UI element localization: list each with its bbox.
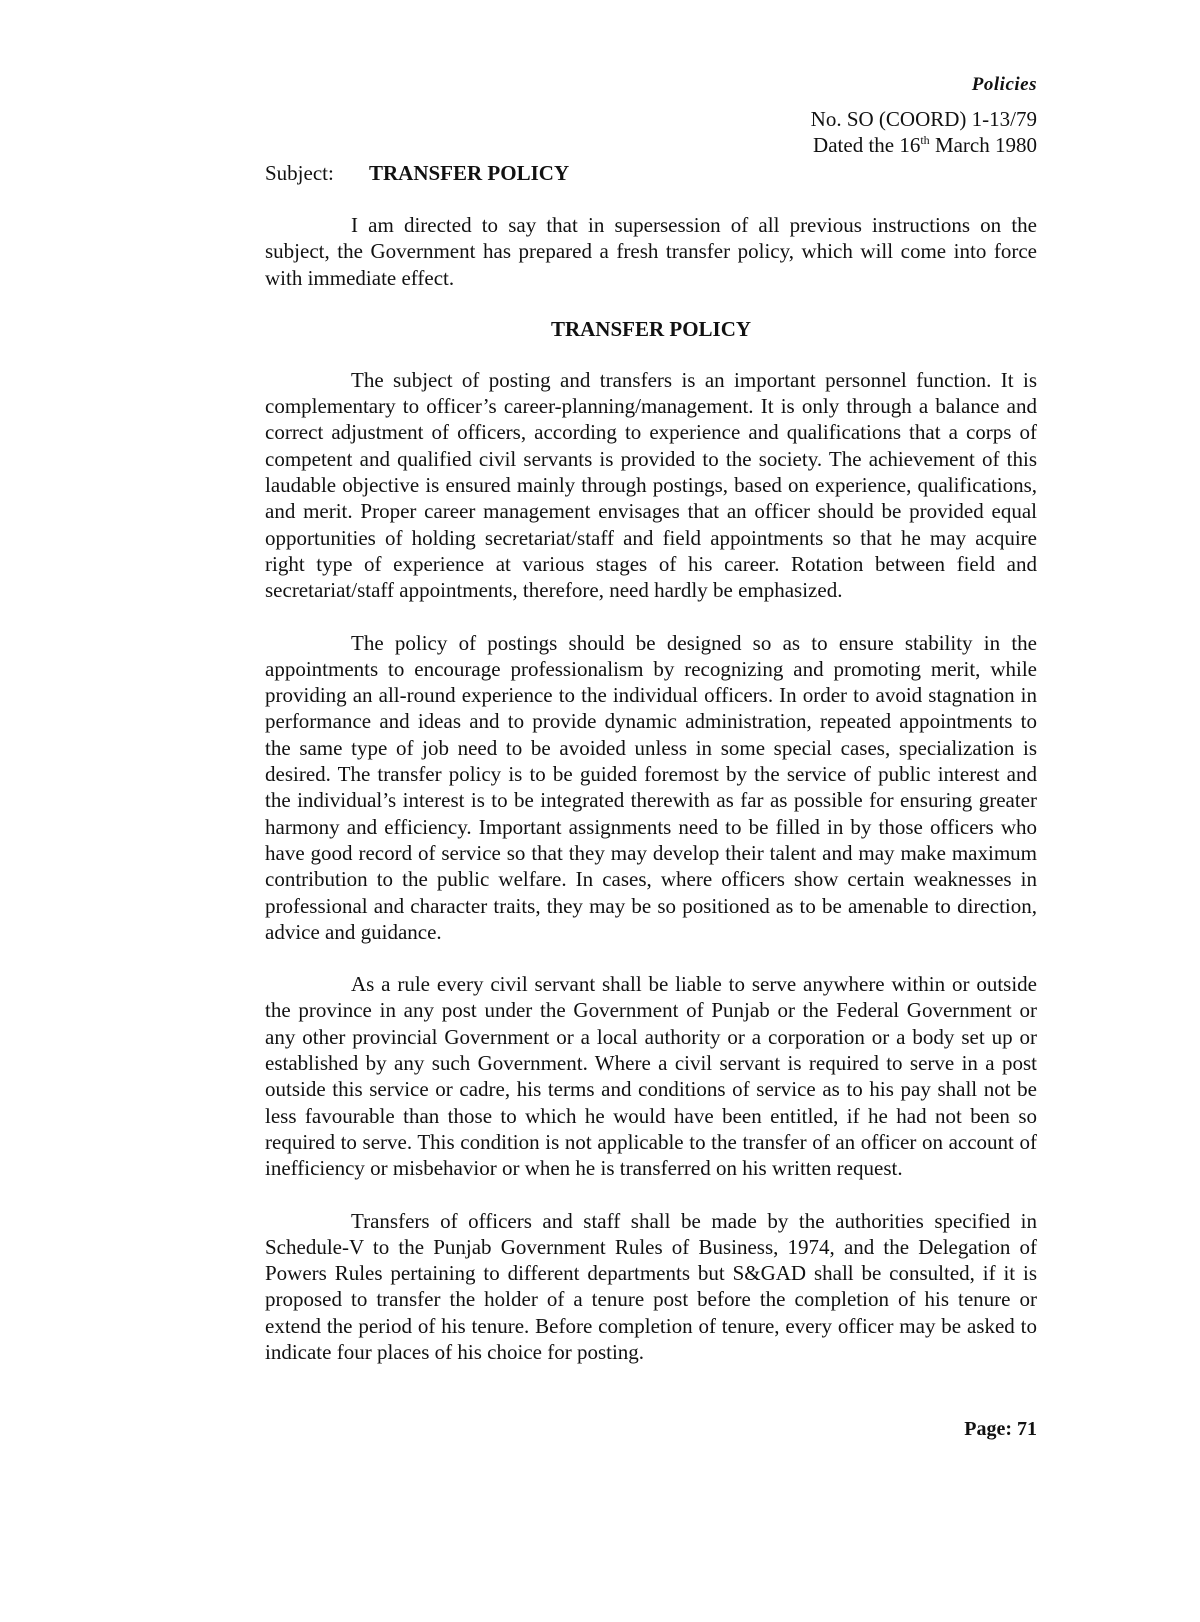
date-suffix: March 1980 — [929, 133, 1037, 157]
paragraph-2: The policy of postings should be designed so as to ensure stability in the appointments to encourage professionalism by recognizing and promoting merit, while providing an all-round experience to the individual officers. In order to avoid stagnation in performance and ideas and to provide dynamic administration, repeated appointments to the same type of job need to be avoided unless in some special cases, specialization is desired. The transfer policy is to be guided foremost by the service of public interest and the individual’s interest is to be integrated therewith as far as possible for ensuring greater harmony and efficiency. Important assignments need to be filled in by those officers who have good record of service so that they may develop their talent and may make maximum contribution to the public welfare. In cases, where officers show certain weaknesses in professional and character traits, they may be so positioned as to be amenable to direction, advice and guidance. — [265, 630, 1037, 944]
paragraph-3: As a rule every civil servant shall be liable to serve anywhere within or outside the province in any post under the Government of Punjab or the Federal Government or any other provincial Government or a local authority or a corporation or a body set up or established by any such Government. Where a civil servant is required to serve in a post outside this service or cadre, his terms and conditions of service as to his pay shall not be less favourable than those to which he would have been entitled, if he had not been so required to serve. This condition is not applicable to the transfer of an officer on account of inefficiency or misbehavior or when he is transferred on his written request. — [265, 972, 1037, 1181]
subject-line — [265, 160, 1037, 186]
subject-title: TRANSFER POLICY — [369, 161, 570, 185]
section-heading: TRANSFER POLICY — [550, 316, 752, 341]
document-body — [265, 72, 1037, 1365]
reference-block — [265, 106, 1037, 158]
subject-label: Subject: — [265, 161, 334, 185]
paragraph-4: Transfers of officers and staff shall be made by the authorities specified in Schedule-V to the Punjab Government Rules of Business, 1974, and the Delegation of Powers Rules pertaining to different departments but S&GAD shall be consulted, if it is proposed to transfer the holder of a tenure post before the completion of his tenure or extend the period of his tenure. Before completion of tenure, every officer may be asked to indicate four places of his choice for posting. — [265, 1208, 1037, 1364]
page-number: Page: 71 — [964, 1418, 1037, 1440]
date-prefix: Dated the 16 — [813, 133, 921, 157]
intro-paragraph: I am directed to say that in supersession of all previous instructions on the subject, the Government has prepared a fresh transfer policy, which will come into force with immediate effect. — [265, 213, 1037, 290]
reference-number: No. SO (COORD) 1-13/79 — [810, 107, 1037, 131]
reference-date — [265, 132, 1037, 158]
date-ordinal: th — [920, 133, 930, 147]
running-head: Policies — [971, 74, 1037, 95]
paragraph-1: The subject of posting and transfers is an important personnel function. It is complementary to officer’s career-planning/management. It is only through a balance and correct adjustment of officers, according to experience and qualifications that a corps of competent and qualified civil servants is provided to the society. The achievement of this laudable objective is ensured mainly through postings, based on experience, qualifications, and merit. Proper career management envisages that an officer should be provided equal opportunities of holding secretariat/staff and field appointments so that he may acquire right type of experience at various stages of his career. Rotation between field and secretariat/staff appointments, therefore, need hardly be emphasized. — [265, 367, 1037, 603]
